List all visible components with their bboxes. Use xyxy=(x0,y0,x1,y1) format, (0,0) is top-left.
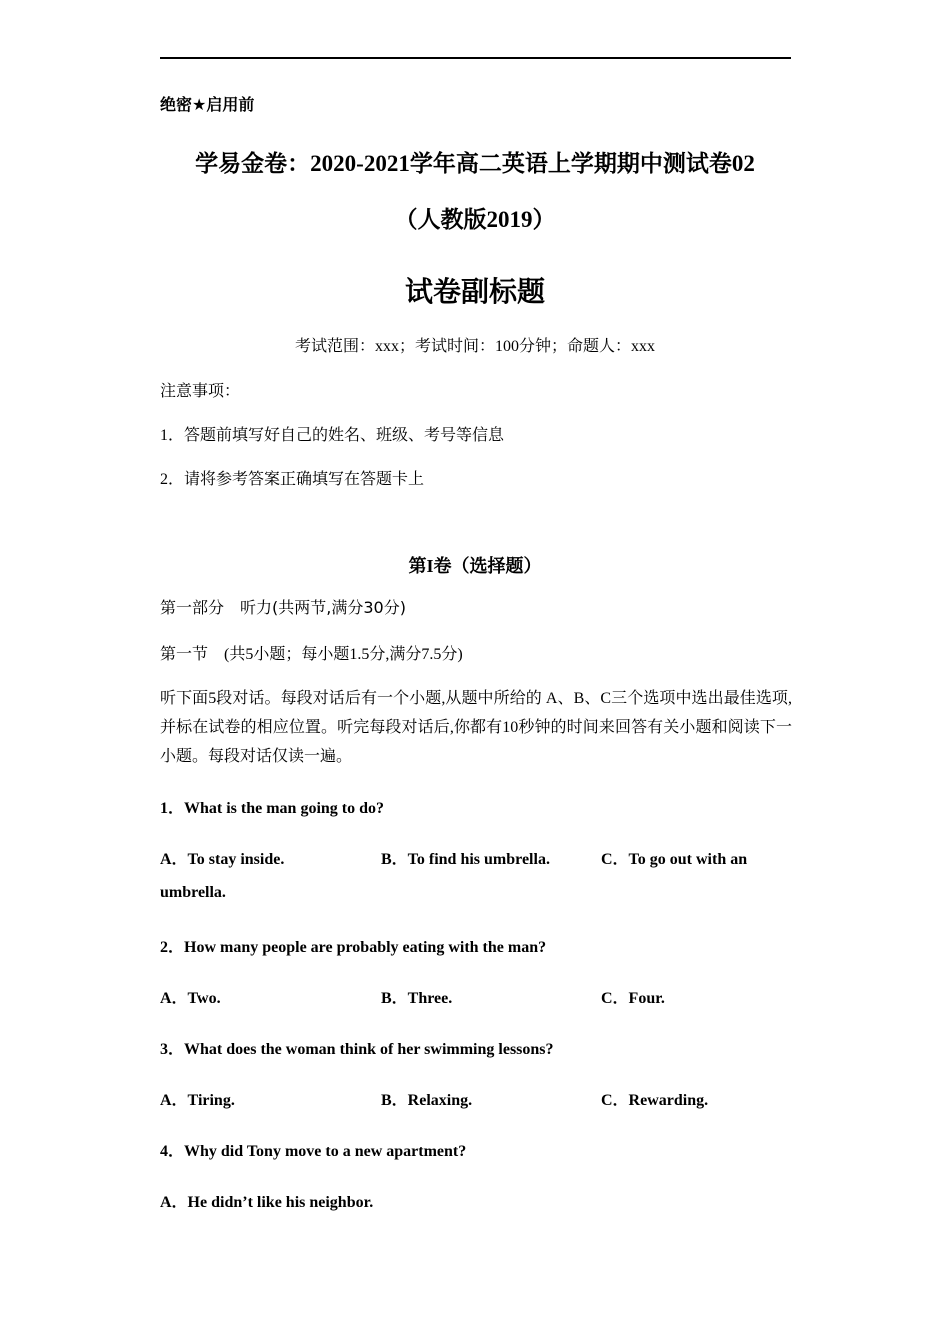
exam-info: 考试范围：xxx；考试时间：100分钟；命题人：xxx xyxy=(294,338,655,355)
option-a: A．Two. xyxy=(160,990,221,1007)
question-stem: 1．What is the man going to do? xyxy=(160,800,385,817)
subpart-heading: 第一节 (共5小题；每小题1.5分,满分7.5分) xyxy=(160,646,463,663)
paper-title-line2: （人教版2019） xyxy=(394,207,556,232)
section-title: 第I卷（选择题） xyxy=(408,556,542,576)
option-c: C．Rewarding. xyxy=(601,1092,709,1109)
secret-label: 绝密★启用前 xyxy=(160,95,255,114)
option-a: A．He didn’t like his neighbor. xyxy=(160,1194,374,1211)
question-stem: 2．How many people are probably eating with the man? xyxy=(160,939,547,956)
notes-heading: 注意事项： xyxy=(160,383,241,400)
option-c: C．To go out with an xyxy=(601,851,748,868)
option-c-continuation: umbrella. xyxy=(160,884,226,901)
option-a: A．To stay inside. xyxy=(160,851,285,868)
question-stem: 3．What does the woman think of her swimming lessons? xyxy=(160,1041,554,1058)
option-b: B．Three. xyxy=(381,990,453,1007)
option-a: A．Tiring. xyxy=(160,1092,235,1109)
header-rule xyxy=(160,57,791,59)
paper-title-line1: 学易金卷：2020-2021学年高二英语上学期期中测试卷02 xyxy=(195,151,755,176)
option-b: B．Relaxing. xyxy=(381,1092,473,1109)
option-c: C．Four. xyxy=(601,990,665,1007)
option-b: B．To find his umbrella. xyxy=(381,851,550,868)
note-item: 2．请将参考答案正确填写在答题卡上 xyxy=(160,471,425,488)
part-heading: 第一部分 听力(共两节,满分30分) xyxy=(160,598,406,617)
paper-subtitle: 试卷副标题 xyxy=(404,275,545,308)
question-stem: 4．Why did Tony move to a new apartment? xyxy=(160,1143,467,1160)
note-item: 1．答题前填写好自己的姓名、班级、考号等信息 xyxy=(160,427,505,444)
instructions-paragraph: 听下面5段对话。每段对话后有一个小题,从题中所给的 A、B、C三个选项中选出最佳选项,并标在试卷的相应位置。听完每段对话后,你都有10秒钟的时间来回答有关小题和阅读下一小题。每段对话仅读一遍。 xyxy=(160,690,792,765)
